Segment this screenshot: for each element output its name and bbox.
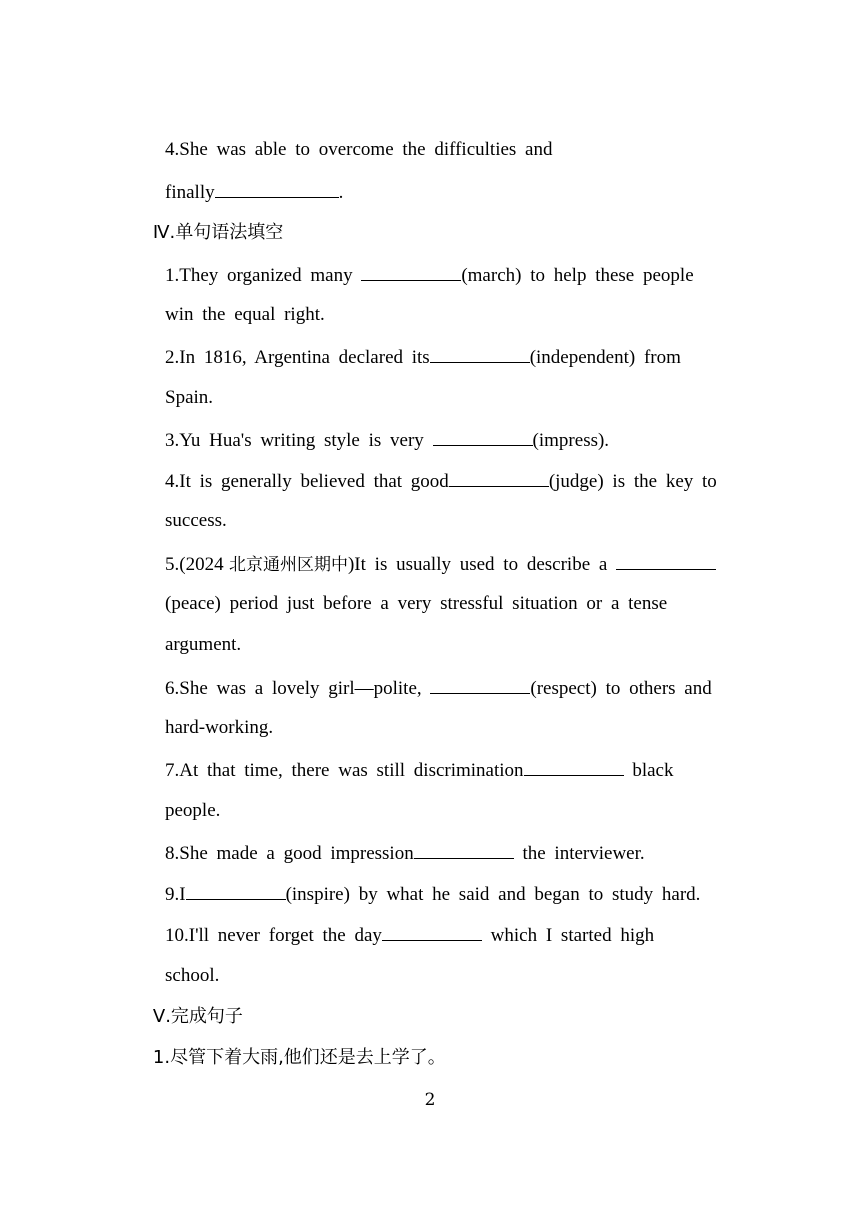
section-heading-text: Ⅳ.单句语法填空: [152, 222, 284, 243]
question-text: success.: [165, 510, 227, 531]
answer-blank[interactable]: [382, 922, 482, 941]
question-text: (judge) is the key to: [548, 471, 717, 492]
answer-blank[interactable]: [524, 757, 624, 776]
answer-blank[interactable]: [449, 468, 549, 487]
question-source: 北京通州区期中: [223, 555, 348, 575]
question-text: 6.She was a lovely girl—polite,: [165, 678, 431, 699]
question-text: (peace) period just before a very stressful situation or a tense: [165, 593, 668, 614]
question-line: [130, 1022, 446, 1094]
question-text: .: [338, 182, 344, 203]
question-text: which I started high: [481, 925, 655, 946]
question-text: the interviewer.: [513, 843, 645, 864]
answer-blank[interactable]: [361, 262, 461, 281]
question-text: finally: [165, 182, 215, 203]
answer-blank[interactable]: [430, 344, 530, 363]
question-text: argument.: [165, 634, 242, 655]
question-text: 4.She was able to overcome the difficulties and: [165, 139, 553, 160]
question-text: (inspire) by what he said and began to study hard.: [285, 884, 701, 905]
question-text: (impress).: [532, 430, 610, 451]
answer-blank[interactable]: [215, 179, 339, 198]
question-text: (independent) from: [529, 347, 681, 368]
question-text: 1.尽管下着大雨,他们还是去上学了。: [152, 1047, 446, 1068]
question-text: 3.Yu Hua's writing style is very: [165, 430, 433, 451]
question-text: 5.(: [165, 554, 186, 575]
question-text: (march) to help these people: [461, 265, 694, 286]
question-text: Spain.: [165, 387, 214, 408]
question-text: black: [623, 760, 674, 781]
page-number: 2: [424, 1090, 436, 1110]
question-text: people.: [165, 800, 221, 821]
question-text: 10.I'll never forget the day: [165, 925, 382, 946]
question-source-year: 2024: [185, 554, 224, 575]
question-text: 4.It is generally believed that good: [165, 471, 449, 492]
question-text: )It is usually used to describe a: [347, 554, 617, 575]
question-text: 7.At that time, there was still discrimination: [165, 760, 524, 781]
question-text: 2.In 1816, Argentina declared its: [165, 347, 430, 368]
question-text: (respect) to others and: [530, 678, 712, 699]
section-heading-text: Ⅴ.完成句子: [152, 1006, 243, 1027]
question-text: 1.They organized many: [165, 265, 362, 286]
question-text: hard-working.: [165, 717, 274, 738]
question-text: 9.I: [165, 884, 186, 905]
question-text: school.: [165, 965, 220, 986]
question-text: 8.She made a good impression: [165, 843, 414, 864]
question-text: win the equal right.: [165, 304, 325, 325]
answer-blank[interactable]: [430, 675, 530, 694]
